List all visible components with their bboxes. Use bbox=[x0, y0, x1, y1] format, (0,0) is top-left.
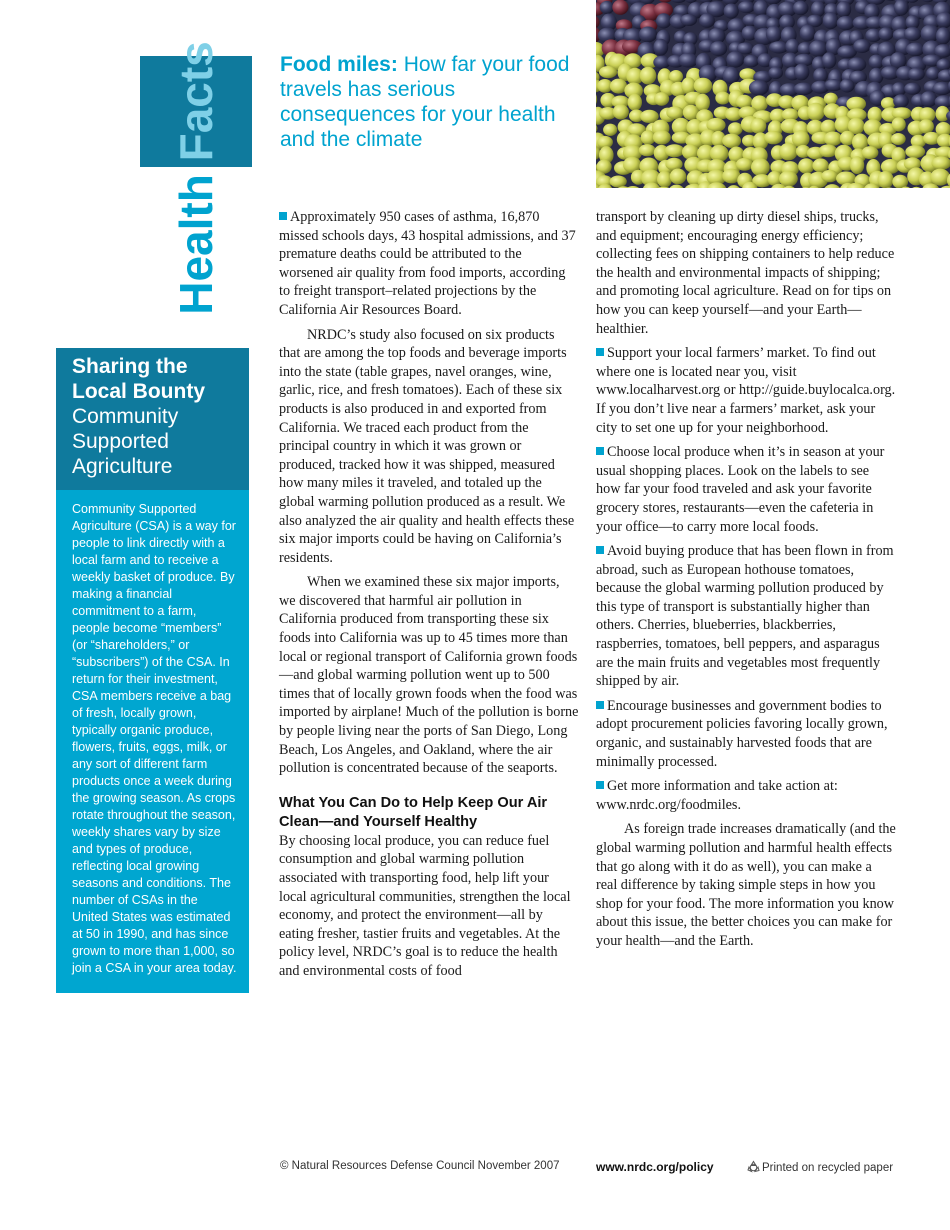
grape bbox=[869, 68, 884, 85]
sidebar-heading-line-1: Community bbox=[72, 405, 179, 428]
grape bbox=[722, 134, 741, 148]
grape bbox=[821, 170, 838, 182]
grape bbox=[823, 12, 839, 29]
grape bbox=[723, 67, 740, 84]
col1-paragraph-3: When we examined these six major imports, we discovered that harmful air pollution in California produced from transporting these six foods into California was up to 45 times more than local or regional transport of California grown foods—and global warming pollution went up to 500 times that of locally grown foods when the food was imported by airplane! Much of the pollution is borne by people living near the ports of San Diego, Long Beach, Los Angeles, and Oakland, where the air pollution is concentrated because of the seaports. bbox=[279, 574, 579, 777]
grape bbox=[819, 144, 838, 157]
grape bbox=[612, 0, 628, 15]
grape bbox=[666, 106, 683, 119]
grape bbox=[794, 83, 814, 96]
tip-item bbox=[596, 542, 896, 691]
grape bbox=[892, 82, 907, 96]
grape bbox=[822, 52, 837, 68]
col2-closing-paragraph: As foreign trade increases dramatically (and the global warming pollution and harmful health effects that go along with it do as well), you can make a real difference by taking simple steps in how you shop for your food. The more information you know about this issue, the better choices you can make for your health—and the Earth. bbox=[596, 821, 896, 949]
grape bbox=[751, 158, 770, 176]
column-1 bbox=[279, 208, 579, 981]
grape bbox=[670, 169, 687, 185]
grape bbox=[862, 146, 879, 159]
grape bbox=[920, 91, 937, 107]
title-rest: How far your food travels has serious consequences for your health and the climate bbox=[280, 53, 570, 151]
tip-text: Support your local farmers’ market. To find out where one is located near you, visit www.localharvest.org or http://guide.buylocalca.org. If you don’t live near a farmers’ market, ask your city to set one up for your neighborhood. bbox=[596, 345, 896, 436]
tip-text: Get more information and take action at: www.nrdc.org/foodmiles. bbox=[596, 778, 838, 813]
health-word: Health bbox=[170, 174, 222, 315]
tip-item bbox=[596, 443, 896, 536]
grape bbox=[824, 93, 838, 105]
grape bbox=[665, 144, 685, 157]
grape bbox=[744, 55, 759, 68]
grape bbox=[710, 145, 729, 162]
tip-text: Choose local produce when it’s in season at your usual shopping places. Look on the labels to see how far your food traveled and ask your favorite grocery stores, restaurants—even the cafeteria in your office—to carry more local foods. bbox=[596, 444, 885, 535]
grape bbox=[892, 117, 906, 131]
grape bbox=[892, 107, 912, 119]
grape bbox=[906, 43, 925, 57]
grape bbox=[654, 92, 669, 106]
grape bbox=[680, 14, 697, 26]
col1-paragraph-1 bbox=[279, 208, 579, 320]
recycled-note bbox=[747, 1160, 893, 1174]
grape bbox=[603, 124, 617, 136]
grape bbox=[599, 66, 617, 78]
grape bbox=[908, 68, 925, 81]
grape bbox=[610, 176, 627, 188]
grape bbox=[653, 130, 671, 144]
grape bbox=[836, 1, 851, 17]
bullet-square-icon bbox=[596, 701, 604, 709]
grape bbox=[936, 27, 950, 44]
sidebar-body: Community Supported Agriculture (CSA) is a way for people to link directly with a local farm and to receive a weekly basket of produce. By making a financial commitment to a farm, people become “members” (or “shareholders,” or “subscribers”) of the CSA. In return for their investment, CSA members receive a bag of fresh, locally grown, typically organic produce, flowers, fruits, eggs, milk, or any sort of different farm products once a week during the growing season. As crops rotate throughout the season, weekly shares vary by size and types of produce, reflecting local growing seasons and conditions. The number of CSAs in the United States was estimated at 50 in 1990, and has since grown to more than 1,000, so join a CSA in your area today. bbox=[56, 490, 249, 993]
grape bbox=[628, 94, 642, 111]
col1-paragraph-1-text: Approximately 950 cases of asthma, 16,870 missed schools days, 43 hospital admissions, and 37 premature deaths could be attributed to the worsened air quality from food imports, according to freight transport–related projections by the California Air Resources Board. bbox=[279, 209, 576, 318]
grape bbox=[728, 122, 743, 135]
bullet-square-icon bbox=[596, 348, 604, 356]
title-bold: Food miles: bbox=[280, 53, 398, 76]
grape bbox=[878, 27, 893, 41]
grape bbox=[893, 94, 909, 108]
grape bbox=[613, 104, 629, 119]
facts-word: Facts bbox=[170, 41, 222, 162]
grape bbox=[715, 92, 730, 105]
grape bbox=[653, 39, 668, 56]
grape bbox=[807, 103, 825, 121]
grape bbox=[750, 118, 766, 134]
tip-text: Avoid buying produce that has been flown in from abroad, such as European hothouse tomatoes, because the global warming pollution produced by this type of transport is substantially higher than others. Cherries, blueberries, blackberries, raspberries, tomatoes, bell peppers, and asparagus are the main fruits and vegetables most frequently shipped by air. bbox=[596, 543, 894, 690]
grape bbox=[639, 144, 656, 156]
health-facts-label bbox=[170, 41, 222, 315]
bullet-square-icon bbox=[596, 546, 604, 554]
policy-url: www.nrdc.org/policy bbox=[596, 1160, 714, 1174]
grape bbox=[904, 27, 922, 41]
grape bbox=[891, 133, 906, 145]
grape bbox=[850, 156, 864, 174]
grape bbox=[853, 39, 870, 53]
grape bbox=[766, 26, 782, 43]
col1-paragraph-2: NRDC’s study also focused on six products that are among the top foods and beverage imports into the state (table grapes, navel oranges, wine, garlic, rice, and fresh tomatoes). Each of these six products is also produced in and exported from California. We traced each product from the principal country in which it was grown or produced, tracked how it was shipped, measured how many miles it traveled, and totaled up the global warming pollution produced as a result. We also analyzed the air quality and health effects these six major imports could be having on California’s residents. bbox=[279, 326, 575, 566]
tip-item bbox=[596, 697, 896, 771]
col1-paragraph-4: By choosing local produce, you can reduce fuel consumption and global warming pollution associated with transporting food, help lift your local agricultural communities, strengthen the local economy, and protect the environment—all by eating fresher, tastier fruits and vegetables. At the policy level, NRDC’s goal is to reduce the health and environmental costs of food bbox=[279, 832, 571, 979]
sidebar-heading bbox=[56, 348, 249, 490]
grape bbox=[736, 95, 753, 109]
grape bbox=[840, 79, 855, 93]
grape bbox=[919, 119, 934, 133]
copyright: © Natural Resources Defense Council November 2007 bbox=[280, 1160, 560, 1172]
recycle-icon bbox=[747, 1160, 760, 1173]
grape bbox=[794, 64, 810, 81]
grape bbox=[894, 0, 909, 16]
grape bbox=[798, 158, 814, 173]
grape bbox=[749, 80, 769, 96]
grape bbox=[926, 67, 940, 80]
grape bbox=[905, 145, 925, 158]
grape bbox=[699, 13, 715, 28]
tip-item bbox=[596, 344, 896, 437]
recycled-text: Printed on recycled paper bbox=[762, 1162, 894, 1174]
grape bbox=[724, 4, 739, 19]
tip-item bbox=[596, 777, 896, 814]
grape bbox=[639, 27, 657, 43]
grape bbox=[710, 41, 727, 56]
tip-text: Encourage businesses and government bodies to adopt procurement policies favoring locally grown, organic, and sustainably harvested foods that are minimally processed. bbox=[596, 697, 888, 770]
grape bbox=[792, 130, 810, 147]
grape bbox=[764, 131, 783, 144]
column-2 bbox=[596, 208, 896, 951]
grape bbox=[738, 1, 755, 13]
grape bbox=[739, 68, 756, 80]
grape bbox=[726, 51, 744, 67]
grape bbox=[678, 53, 698, 68]
grape bbox=[878, 171, 894, 188]
sidebar-heading-line-2: Supported bbox=[72, 430, 169, 453]
sidebar-heading-line-3: Agriculture bbox=[72, 455, 173, 478]
sidebar-heading-bold-2: Local Bounty bbox=[72, 380, 206, 403]
grape bbox=[694, 78, 713, 94]
section-subheading: What You Can Do to Help Keep Our Air Clean—and Yourself Healthy bbox=[279, 794, 548, 830]
grape bbox=[779, 143, 798, 161]
grape bbox=[930, 169, 950, 186]
grape bbox=[640, 67, 657, 85]
grape bbox=[736, 158, 753, 171]
grape bbox=[657, 171, 672, 188]
grape bbox=[904, 83, 921, 95]
grapes-photo bbox=[596, 0, 950, 188]
col2-paragraph-1: transport by cleaning up dirty diesel ships, trucks, and equipment; encouraging energy efficiency; collecting fees on shipping containers to help reduce the health and environmental impacts of shipping; and promoting local agriculture. Read on for tips on how you can keep yourself—and your Earth—healthier. bbox=[596, 209, 895, 337]
grape bbox=[665, 158, 682, 171]
grape bbox=[785, 39, 800, 54]
page-title bbox=[280, 52, 580, 152]
bullet-square-icon bbox=[596, 447, 604, 455]
grape bbox=[800, 25, 816, 42]
bullet-square-icon bbox=[279, 212, 287, 220]
grape bbox=[768, 67, 783, 79]
sidebar-heading-bold-1: Sharing the bbox=[72, 355, 188, 378]
bullet-square-icon bbox=[596, 781, 604, 789]
grape bbox=[869, 55, 884, 70]
grape bbox=[793, 1, 809, 15]
grape bbox=[824, 132, 842, 146]
grape bbox=[837, 16, 855, 30]
grape bbox=[600, 1, 614, 14]
grape bbox=[656, 13, 671, 28]
